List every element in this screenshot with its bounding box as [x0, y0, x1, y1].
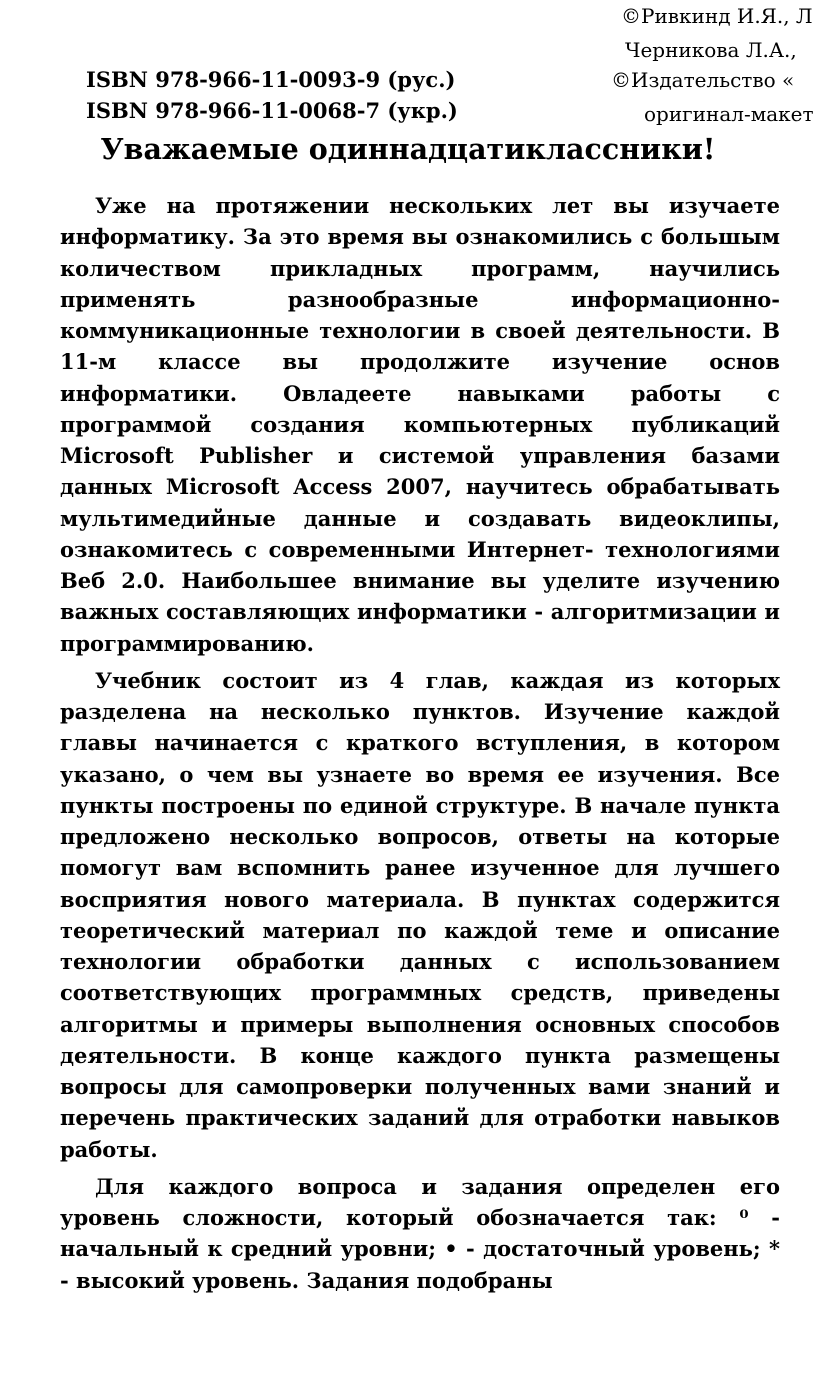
copyright-line-1: ©Ривкинд И.Я., Л — [621, 4, 813, 28]
copyright-line-2: Черникова Л.А., — [625, 38, 797, 62]
copyright-line-3: ©Издательство « — [611, 68, 795, 92]
page-title: Уважаемые одиннадцатиклассники! — [100, 132, 716, 166]
isbn-ukrainian: ISBN 978-966-11-0068-7 (укр.) — [86, 98, 458, 123]
paragraph-2: Учебник состоит из 4 глав, каждая из которых разделена на несколько пунктов. Изучение каждой главы начинается с краткого вступления, в котором указано, о чем вы узнаете во время ее изучения. Все пункты построены по единой структуре. В начале пункта предложено несколько вопросов, ответы на которые помогут вам вспомнить ранее изученное для лучшего восприятия нового материала. В пунктах содержится теоретический материал по каждой теме и описание технологии обработки данных с использованием соответствующих программных средств, приведены алгоритмы и примеры выполнения основных способов деятельности. В конце каждого пункта размещены вопросы для самопроверки полученных вами знаний и перечень практических заданий для отработки навыков работы. — [60, 667, 780, 1162]
body-text — [60, 190, 780, 1302]
paragraph-1: Уже на протяжении нескольких лет вы изучаете информатику. За это время вы ознакомились с большым количеством прикладных программ, научились применять разнообразные информационно-коммуникационные технологии в своей деятельности. В 11-м классе вы продолжите изучение основ информатики. Овладеете навыками работы с программой создания компьютерных публикаций Microsoft Publisher и системой управления базами данных Microsoft Access 2007, научитесь обрабатывать мультимедийные данные и создавать видеоклипы, ознакомитесь с современными Интернет- технологиями Веб 2.0. Наибольшее внимание вы уделите изучению важных составляющих информатики - алгоритмизации и программированию. — [60, 193, 780, 656]
paragraph-3: Для каждого вопроса и задания определен его уровень сложности, который обозначается так: ⁰ - начальный к средний уровни; • - достаточный уровень; * - высокий уровень. Задания подобраны — [60, 1173, 780, 1293]
copyright-line-4: оригинал-макет — [644, 102, 814, 126]
isbn-russian: ISBN 978-966-11-0093-9 (рус.) — [86, 67, 456, 92]
